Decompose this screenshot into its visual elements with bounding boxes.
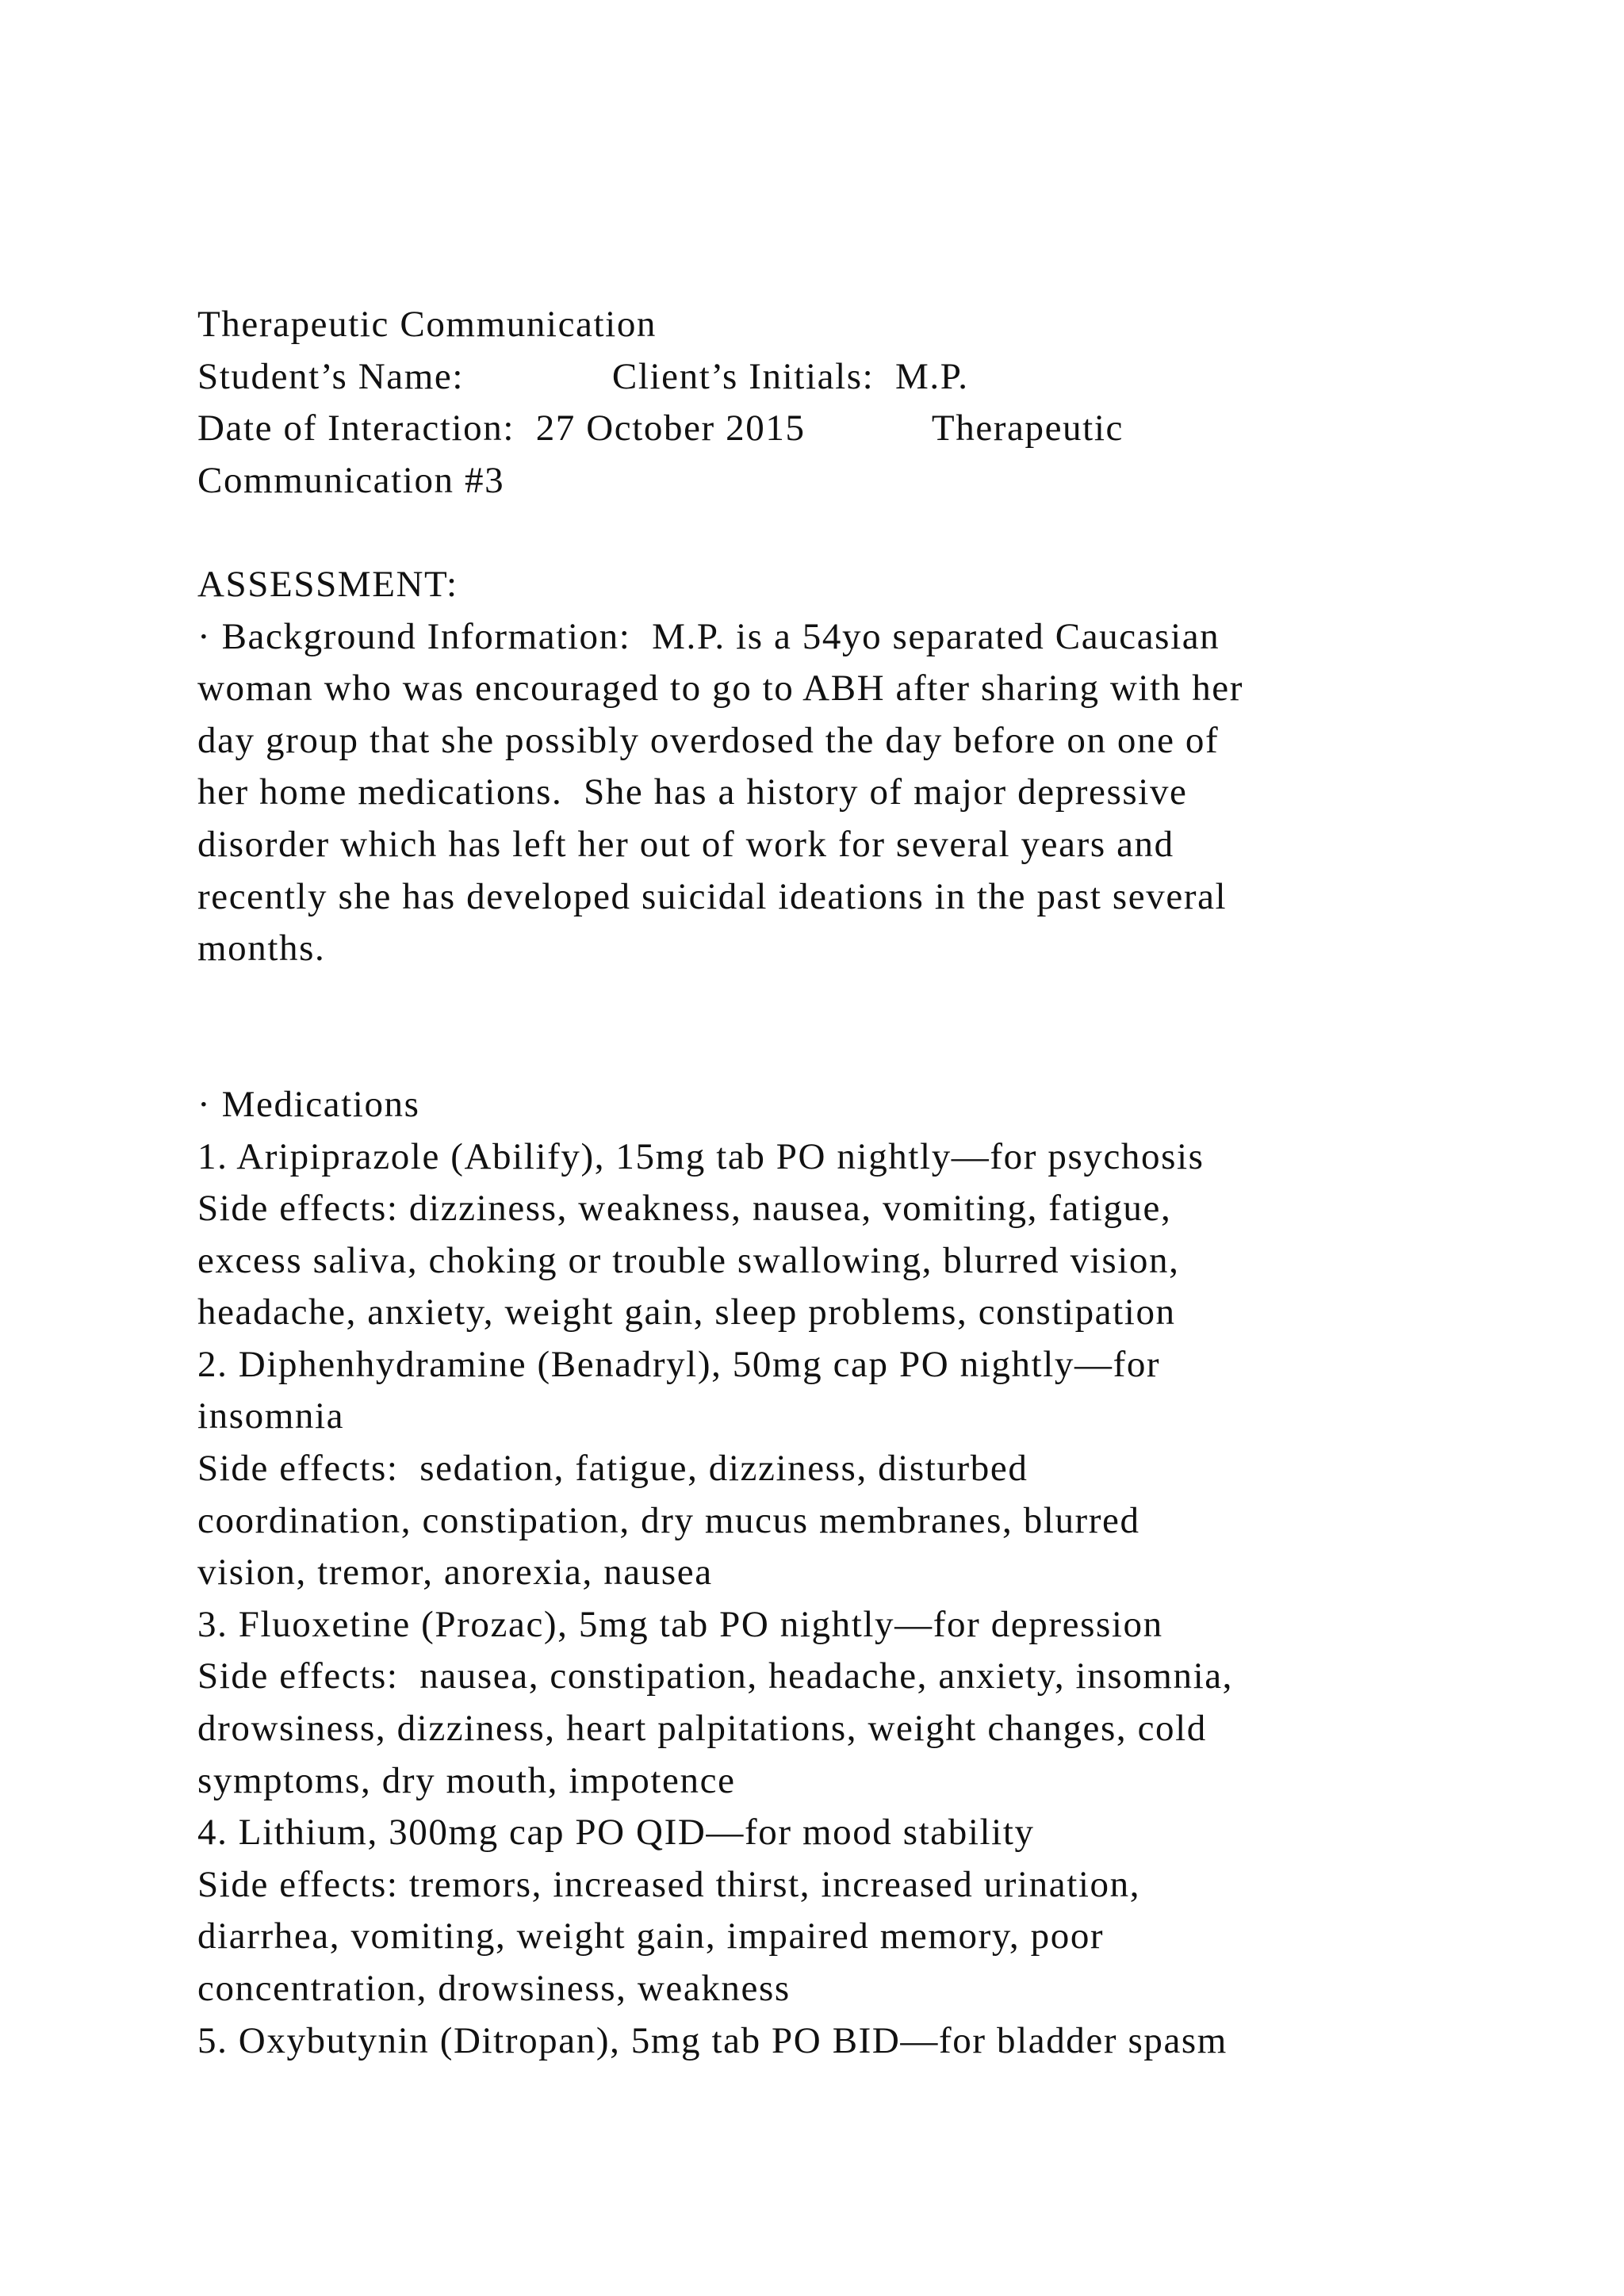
background-line: months. <box>197 928 326 970</box>
medication-line: 4. Lithium, 300mg cap PO QID—for mood stability <box>197 1812 1035 1854</box>
background-line: recently she has developed suicidal ideations in the past several <box>197 875 1228 917</box>
medication-line: 1. Aripiprazole (Abilify), 15mg tab PO nightly—for psychosis <box>197 1135 1205 1177</box>
background-line: woman who was encouraged to go to ABH after sharing with her <box>197 668 1244 710</box>
medication-line: 5. Oxybutynin (Ditropan), 5mg tab PO BID—for bladder spasm <box>197 2019 1228 2061</box>
medication-line: Side effects: dizziness, weakness, nausea, vomiting, fatigue, <box>197 1188 1172 1230</box>
medication-line: 2. Diphenhydramine (Benadryl), 50mg cap PO nightly—for <box>197 1343 1161 1385</box>
communication-number-line: Communication #3 <box>197 459 505 501</box>
medication-line: insomnia <box>197 1395 345 1437</box>
background-line: disorder which has left her out of work for several years and <box>197 823 1174 865</box>
medications-heading: · Medications <box>197 1083 420 1125</box>
medication-line: headache, anxiety, weight gain, sleep problems, constipation <box>197 1292 1176 1334</box>
medication-line: excess saliva, choking or trouble swallowing, blurred vision, <box>197 1239 1180 1281</box>
medication-line: Side effects: tremors, increased thirst, increased urination, <box>197 1863 1141 1905</box>
interaction-date-line: Date of Interaction: 27 October 2015 Therapeutic <box>197 408 1124 450</box>
spacer <box>197 507 1466 559</box>
assessment-heading: ASSESSMENT: <box>197 563 458 605</box>
spacer <box>197 975 1466 1027</box>
medication-line: symptoms, dry mouth, impotence <box>197 1759 736 1801</box>
spacer <box>197 1027 1466 1079</box>
medication-line: concentration, drowsiness, weakness <box>197 1968 791 2009</box>
medication-line: Side effects: sedation, fatigue, dizziness, disturbed <box>197 1448 1028 1490</box>
medication-line: diarrhea, vomiting, weight gain, impaired memory, poor <box>197 1915 1105 1957</box>
background-line: her home medications. She has a history of major depressive <box>197 771 1188 813</box>
background-line: day group that she possibly overdosed the day before on one of <box>197 719 1220 761</box>
medication-line: coordination, constipation, dry mucus membranes, blurred <box>197 1499 1140 1541</box>
document-body <box>197 299 1466 2067</box>
document-title: Therapeutic Communication <box>197 304 657 345</box>
medication-line: vision, tremor, anorexia, nausea <box>197 1552 713 1594</box>
background-line: · Background Information: M.P. is a 54yo separated Caucasian <box>197 615 1220 657</box>
medication-line: 3. Fluoxetine (Prozac), 5mg tab PO nightly—for depression <box>197 1603 1163 1645</box>
medication-line: Side effects: nausea, constipation, headache, anxiety, insomnia, <box>197 1655 1234 1697</box>
medication-line: drowsiness, dizziness, heart palpitations, weight changes, cold <box>197 1708 1207 1750</box>
student-client-line: Student’s Name: Client’s Initials: M.P. <box>197 355 969 397</box>
